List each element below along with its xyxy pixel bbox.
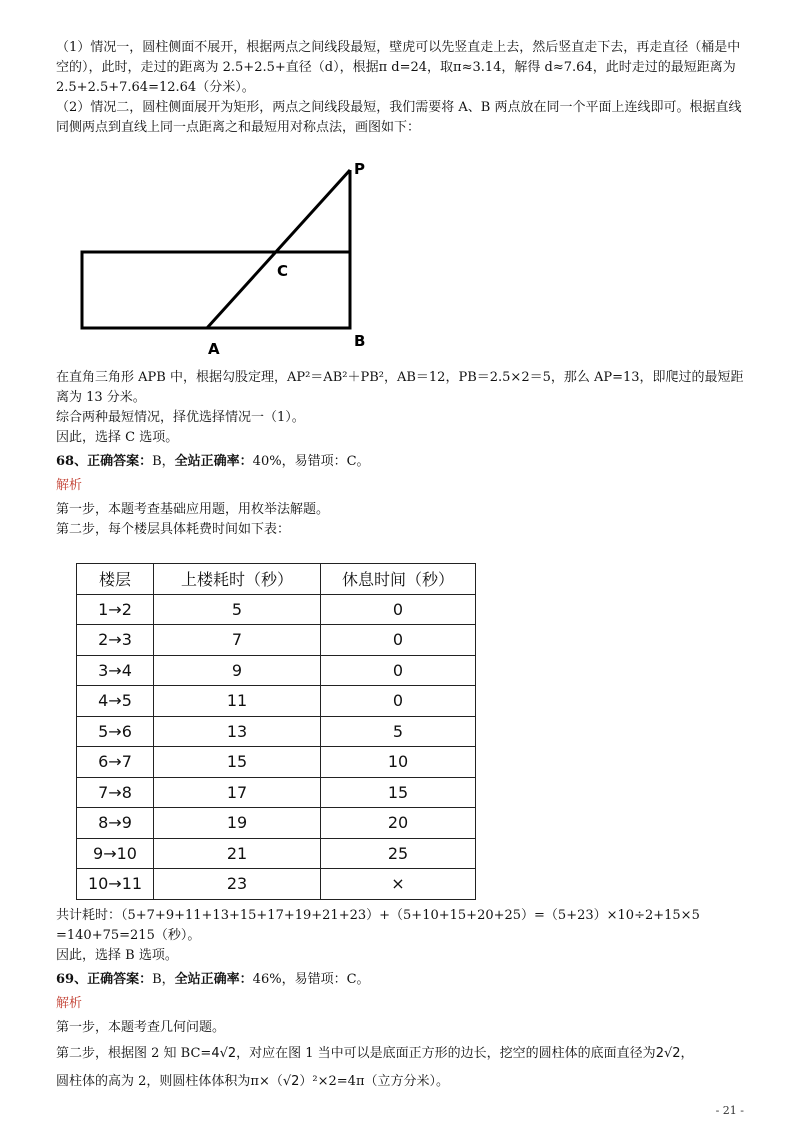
cell-rest: 25 <box>321 838 476 869</box>
cell-floor: 8→9 <box>77 808 154 839</box>
cell-floor: 7→8 <box>77 777 154 808</box>
q68-head: 68、正确答案： <box>56 454 153 469</box>
cell-climb: 15 <box>154 747 321 778</box>
table-row <box>77 869 476 900</box>
step-two-68: 第二步，每个楼层具体耗费时间如下表： <box>56 522 291 537</box>
paragraph-summary: 综合两种最短情况，择优选择情况一（1）。 <box>56 410 305 425</box>
label-a: A <box>208 340 220 358</box>
label-b: B <box>354 332 366 350</box>
table-row <box>77 747 476 778</box>
cell-rest: × <box>321 869 476 900</box>
cell-climb: 9 <box>154 655 321 686</box>
cell-rest: 20 <box>321 808 476 839</box>
cell-climb: 5 <box>154 594 321 625</box>
table-row <box>77 777 476 808</box>
step-two-69-line1 <box>56 1044 752 1064</box>
table-header-row <box>77 564 476 595</box>
header-rest-time: 休息时间（秒） <box>321 564 476 595</box>
header-climb-time: 上楼耗时（秒） <box>154 564 321 595</box>
q69-rate-label: 全站正确率： <box>174 972 253 987</box>
label-c: C <box>277 262 289 280</box>
cell-rest: 0 <box>321 625 476 656</box>
cell-floor: 3→4 <box>77 655 154 686</box>
answer-line-69 <box>56 970 752 990</box>
cell-rest: 0 <box>321 686 476 717</box>
cell-climb: 7 <box>154 625 321 656</box>
cell-climb: 19 <box>154 808 321 839</box>
cell-rest: 5 <box>321 716 476 747</box>
analysis-heading-68: 解析 <box>56 478 83 493</box>
table-row <box>77 594 476 625</box>
step-one-69: 第一步，本题考查几何问题。 <box>56 1020 226 1035</box>
paragraph-case-one: （1）情况一，圆柱侧面不展开，根据两点之间线段最短，壁虎可以先竖直走上去，然后竖直走下去，再走直径（桶是中空的），此时，走过的距离为 2.5+2.5+直径（d），根据π d=24，取π≈3.14，解得 d≈7.64，此时走过的最短距离为 2.5+2.5+7.64=12.64（分米）。 <box>56 40 741 95</box>
table-row <box>77 686 476 717</box>
table-row <box>77 716 476 747</box>
analysis-heading-69: 解析 <box>56 996 83 1011</box>
bc-value: 4√2 <box>211 1046 237 1061</box>
diameter-value: 2√2 <box>655 1046 681 1061</box>
table-row <box>77 655 476 686</box>
cell-floor: 2→3 <box>77 625 154 656</box>
q68-answer: B， <box>152 454 175 469</box>
cell-rest: 0 <box>321 594 476 625</box>
cell-floor: 9→10 <box>77 838 154 869</box>
step-two-69-line2 <box>56 1072 752 1092</box>
q69-rate: 46%，易错项：C。 <box>252 972 370 987</box>
step-one-68: 第一步，本题考查基础应用题，用枚举法解题。 <box>56 502 330 517</box>
cell-floor: 1→2 <box>77 594 154 625</box>
q68-rate: 40%，易错项：C。 <box>252 454 370 469</box>
q68-rate-label: 全站正确率： <box>174 454 253 469</box>
cell-floor: 4→5 <box>77 686 154 717</box>
floor-time-table <box>76 563 476 900</box>
cell-floor: 5→6 <box>77 716 154 747</box>
radius-value: √2 <box>282 1074 300 1089</box>
cell-climb: 11 <box>154 686 321 717</box>
label-p: P <box>354 160 365 178</box>
step-two-69-text-c: ， <box>680 1046 694 1061</box>
cell-climb: 13 <box>154 716 321 747</box>
q69-answer: B， <box>152 972 175 987</box>
segment-ap <box>207 170 350 328</box>
table-row <box>77 625 476 656</box>
table-row <box>77 838 476 869</box>
cell-climb: 21 <box>154 838 321 869</box>
step-two-69-text-e: ）²×2=4π（立方分米）。 <box>299 1074 449 1089</box>
cell-rest: 15 <box>321 777 476 808</box>
cell-rest: 10 <box>321 747 476 778</box>
answer-line-68 <box>56 452 752 472</box>
q69-head: 69、正确答案： <box>56 972 153 987</box>
step-two-69-text-d: 圆柱体的高为 2，则圆柱体体积为π×（ <box>56 1074 283 1089</box>
cell-floor: 10→11 <box>77 869 154 900</box>
cell-rest: 0 <box>321 655 476 686</box>
conclusion-68: 因此，选择 B 选项。 <box>56 948 178 963</box>
paragraph-case-two: （2）情况二，圆柱侧面展开为矩形，两点之间线段最短，我们需要将 A、B 两点放在同一个平面上连线即可。根据直线同侧两点到直线上同一点距离之和最短用对称点法，画图如下： <box>56 100 742 135</box>
total-time-calculation: 共计耗时：（5+7+9+11+13+15+17+19+21+23）+（5+10+15+20+25）=（5+23）×10÷2+15×5 =140+75=215（秒）。 <box>56 908 700 943</box>
cell-floor: 6→7 <box>77 747 154 778</box>
unfolded-cylinder-diagram <box>70 160 390 360</box>
cell-climb: 17 <box>154 777 321 808</box>
step-two-69-text-a: 第二步，根据图 2 知 BC= <box>56 1046 212 1061</box>
cell-climb: 23 <box>154 869 321 900</box>
paragraph-pythagoras: 在直角三角形 APB 中，根据勾股定理，AP²＝AB²＋PB²，AB＝12，PB＝2.5×2＝5，那么 AP=13，即爬过的最短距离为 13 分米。 <box>56 370 744 405</box>
header-floor: 楼层 <box>77 564 154 595</box>
step-two-69-text-b: ，对应在图 1 当中可以是底面正方形的边长，挖空的圆柱体的底面直径为 <box>236 1046 656 1061</box>
table-row <box>77 808 476 839</box>
page-number: - 21 - <box>715 1104 744 1117</box>
paragraph-choice-c: 因此，选择 C 选项。 <box>56 430 179 445</box>
